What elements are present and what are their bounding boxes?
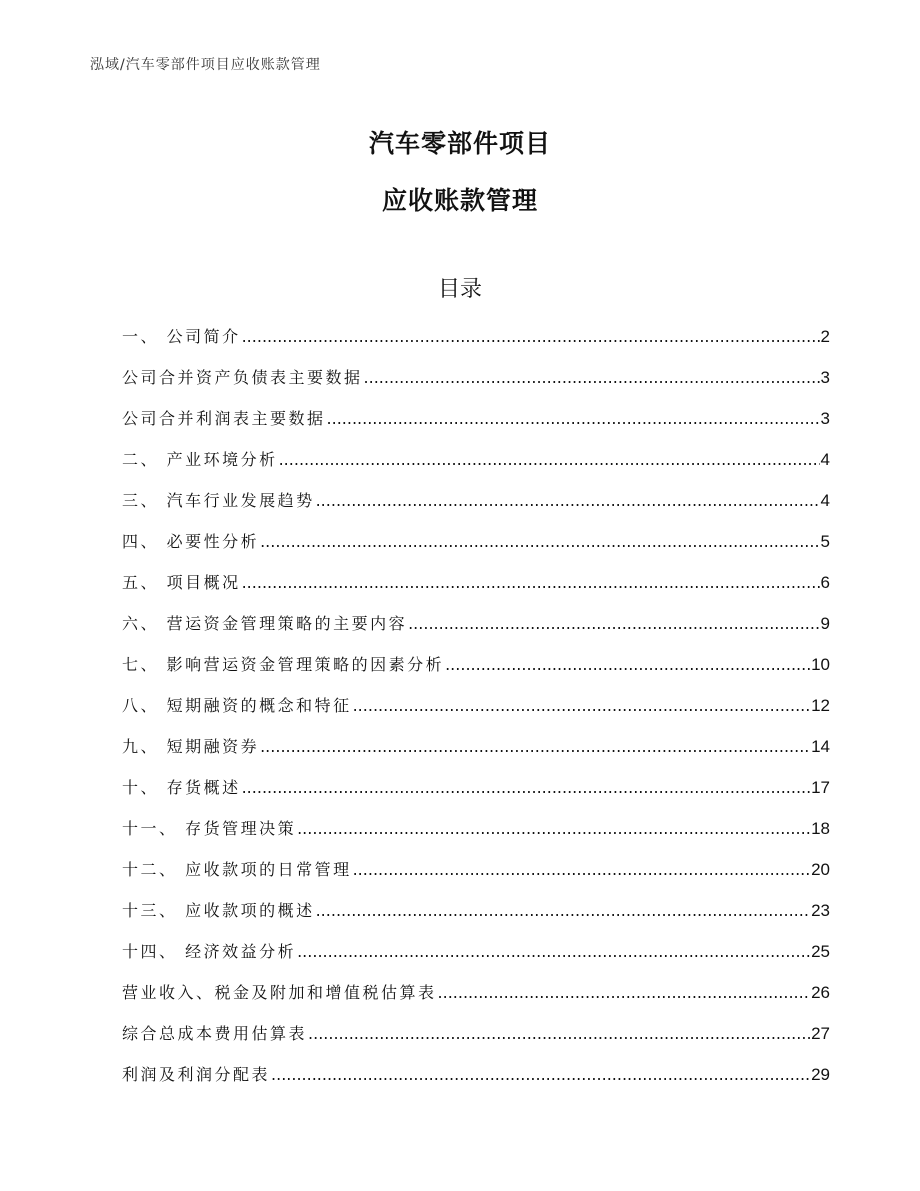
toc-entry[interactable]: [122, 898, 830, 939]
toc-entry-label: 五、 项目概况: [122, 573, 241, 592]
dot-leader: [353, 696, 810, 715]
toc-entry[interactable]: [122, 365, 830, 406]
dot-leader: [316, 491, 820, 510]
toc-entry-label: 综合总成本费用估算表: [122, 1024, 308, 1043]
toc-entry[interactable]: [122, 1062, 830, 1103]
toc-entry-label: 一、 公司简介: [122, 327, 241, 346]
dot-leader: [308, 1024, 810, 1043]
dot-leader: [242, 327, 820, 346]
toc-entry-page: 4: [820, 450, 830, 469]
toc-entry-label: 二、 产业环境分析: [122, 450, 278, 469]
dot-leader: [445, 655, 810, 674]
dot-leader: [260, 532, 819, 551]
toc-entry-label: 八、 短期融资的概念和特征: [122, 696, 352, 715]
toc-entry-label: 十四、 经济效益分析: [122, 942, 297, 961]
dot-leader: [297, 819, 810, 838]
toc-entry-label: 十、 存货概述: [122, 778, 241, 797]
toc-entry-label: 七、 影响营运资金管理策略的因素分析: [122, 655, 445, 674]
toc-entry-page: 4: [820, 491, 830, 510]
toc-heading: 目录: [437, 277, 482, 302]
toc-entry[interactable]: [122, 447, 830, 488]
toc-entry-page: 17: [811, 778, 830, 797]
dot-leader: [327, 409, 820, 428]
toc-entry-page: 3: [820, 409, 830, 428]
toc-entry[interactable]: [122, 652, 830, 693]
toc-entry-page: 2: [820, 327, 830, 346]
dot-leader: [242, 778, 810, 797]
toc-entry[interactable]: [122, 939, 830, 980]
toc-entry-page: 26: [811, 983, 830, 1002]
toc-entry-page: 25: [811, 942, 830, 961]
document-subtitle: 应收账款管理: [381, 186, 538, 215]
toc-entry-label: 十一、 存货管理决策: [122, 819, 297, 838]
toc-entry-label: 四、 必要性分析: [122, 532, 260, 551]
toc-entry-label: 六、 营运资金管理策略的主要内容: [122, 614, 408, 633]
toc-entry-page: 23: [811, 901, 830, 920]
toc-entry-page: 14: [811, 737, 830, 756]
toc-entry[interactable]: [122, 611, 830, 652]
page-header: 泓域/汽车零部件项目应收账款管理: [90, 57, 321, 73]
toc-entry[interactable]: [122, 570, 830, 611]
toc-entry[interactable]: [122, 488, 830, 529]
toc-entry-page: 9: [820, 614, 830, 633]
toc-entry-page: 29: [811, 1065, 830, 1084]
dot-leader: [364, 368, 820, 387]
toc-entry[interactable]: [122, 324, 830, 365]
toc-entry-label: 公司合并资产负债表主要数据: [122, 368, 363, 387]
dot-leader: [279, 450, 820, 469]
toc-entry-label: 十二、 应收款项的日常管理: [122, 860, 352, 879]
toc-entry-page: 10: [811, 655, 830, 674]
table-of-contents: [122, 324, 830, 1103]
toc-entry-page: 12: [811, 696, 830, 715]
toc-entry[interactable]: [122, 857, 830, 898]
toc-entry-page: 6: [820, 573, 830, 592]
toc-entry-label: 公司合并利润表主要数据: [122, 409, 326, 428]
toc-entry-label: 十三、 应收款项的概述: [122, 901, 315, 920]
dot-leader: [408, 614, 819, 633]
toc-entry-page: 3: [820, 368, 830, 387]
toc-entry[interactable]: [122, 693, 830, 734]
dot-leader: [260, 737, 810, 756]
toc-entry-label: 九、 短期融资券: [122, 737, 260, 756]
document-title: 汽车零部件项目: [368, 129, 551, 158]
toc-entry[interactable]: [122, 775, 830, 816]
toc-entry-page: 18: [811, 819, 830, 838]
toc-entry[interactable]: [122, 529, 830, 570]
dot-leader: [297, 942, 810, 961]
toc-entry[interactable]: [122, 980, 830, 1021]
toc-entry-page: 27: [811, 1024, 830, 1043]
toc-entry[interactable]: [122, 734, 830, 775]
toc-entry-label: 利润及利润分配表: [122, 1065, 271, 1084]
toc-entry[interactable]: [122, 1021, 830, 1062]
dot-leader: [438, 983, 811, 1002]
toc-entry[interactable]: [122, 406, 830, 447]
dot-leader: [242, 573, 820, 592]
toc-entry-page: 20: [811, 860, 830, 879]
toc-entry-label: 三、 汽车行业发展趋势: [122, 491, 315, 510]
dot-leader: [353, 860, 810, 879]
dot-leader: [316, 901, 810, 920]
toc-entry-label: 营业收入、税金及附加和增值税估算表: [122, 983, 437, 1002]
toc-entry[interactable]: [122, 816, 830, 857]
toc-entry-page: 5: [820, 532, 830, 551]
dot-leader: [271, 1065, 810, 1084]
